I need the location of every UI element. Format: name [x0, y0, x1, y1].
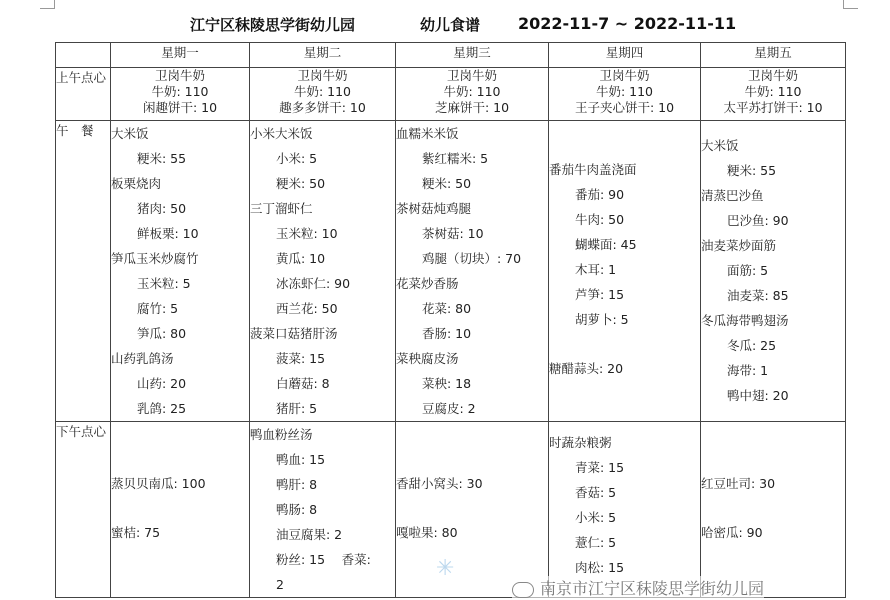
snack-item: 香甜小窝头: 30: [396, 476, 483, 491]
lunch-fri: [701, 121, 846, 422]
afternoon-mon: [111, 422, 250, 598]
snack-line: 牛奶: 110: [443, 84, 501, 99]
ingredient: 玉米粒: 10: [276, 226, 338, 241]
dish-name: 菠菜口菇猪肝汤: [250, 326, 338, 341]
lunch-wed: [396, 121, 549, 422]
dish-name: 清蒸巴沙鱼: [701, 188, 764, 203]
dish-name: 油麦菜炒面筋: [701, 238, 777, 253]
date-range: 2022-11-7 ~ 2022-11-11: [518, 14, 737, 33]
ingredient: 小米: 5: [276, 151, 318, 166]
snack-name: 卫岗牛奶: [154, 68, 205, 83]
snack-line: 闲趣饼干: 10: [142, 100, 218, 115]
morning-snack-tue: [250, 68, 396, 121]
ingredient: 粳米: 50: [422, 176, 472, 191]
menu-table: [55, 42, 846, 598]
dish-name: 茶树菇炖鸡腿: [396, 201, 472, 216]
snack-name: 卫岗牛奶: [297, 68, 348, 83]
dish-name: 菜秧腐皮汤: [396, 351, 459, 366]
ingredient: 冰冻虾仁: 90: [276, 276, 351, 291]
ingredient: 鲜板栗: 10: [137, 226, 199, 241]
afternoon-wed: [396, 422, 549, 598]
lunch-thu: [549, 121, 701, 422]
crop-mark-left: [40, 0, 55, 9]
ingredient: 黄瓜: 10: [276, 251, 326, 266]
afternoon-thu: [549, 422, 701, 598]
ingredient: 茶树菇: 10: [422, 226, 484, 241]
morning-snack-mon: [111, 68, 250, 121]
snack-item: 哈密瓜: 90: [701, 525, 763, 540]
ingredient: 粉丝: 15 香菜:: [276, 552, 371, 567]
dish-name: 鸭血粉丝汤: [250, 427, 313, 442]
lunch-fri-list: [701, 121, 845, 408]
ingredient: 鸭肠: 8: [276, 502, 318, 517]
ingredient: 白蘑菇: 8: [276, 376, 330, 391]
day-tue: 星期二: [250, 43, 396, 68]
ingredient: 芦笋: 15: [575, 287, 625, 302]
snack-line: 牛奶: 110: [595, 84, 654, 99]
snack-name: 卫岗牛奶: [747, 68, 798, 83]
lunch-mon: [111, 121, 250, 422]
dish-name: 三丁溜虾仁: [250, 201, 313, 216]
morning-snack-row: [56, 68, 846, 121]
row-label-morning: 上午点心: [56, 68, 111, 121]
dish-name: 小米大米饭: [250, 126, 313, 141]
ingredient: 油麦菜: 85: [727, 288, 789, 303]
school-name: 江宁区秣陵思学街幼儿园: [190, 16, 356, 34]
ingredient: 粳米: 50: [276, 176, 326, 191]
ingredient: 粳米: 55: [727, 163, 777, 178]
snack-line: 趣多多饼干: 10: [279, 100, 366, 115]
ingredient: 粳米: 55: [137, 151, 187, 166]
side-dish: 糖醋蒜头: 20: [549, 361, 624, 376]
dish-name: 花菜炒香肠: [396, 276, 459, 291]
ingredient: 乳鸽: 25: [137, 401, 187, 416]
menu-label: 幼儿食谱: [420, 16, 481, 34]
ingredient: 腐竹: 5: [137, 301, 179, 316]
ingredient: 冬瓜: 25: [727, 338, 777, 353]
snack-item: 蜜桔: 75: [111, 525, 161, 540]
snack-item: 嘎啦果: 80: [396, 525, 458, 540]
watermark: [512, 576, 764, 599]
ingredient: 胡萝卜: 5: [575, 312, 629, 327]
lunch-thu-list: [549, 121, 700, 332]
day-fri: 星期五: [701, 43, 846, 68]
ingredient: 猪肉: 50: [137, 201, 187, 216]
ingredient: 玉米粒: 5: [137, 276, 191, 291]
afternoon-fri: [701, 422, 846, 598]
ingredient: 菠菜: 15: [276, 351, 326, 366]
dish-name: 板栗烧肉: [111, 176, 162, 191]
ingredient: 猪肝: 5: [276, 401, 318, 416]
snack-line: 牛奶: 110: [293, 84, 352, 99]
morning-snack-fri: [701, 68, 846, 121]
page-header: [0, 14, 890, 40]
ingredient: 小米: 5: [575, 510, 617, 525]
dish-name: 时蔬杂粮粥: [549, 435, 612, 450]
ingredient: 牛肉: 50: [575, 212, 625, 227]
ingredient-wrap: 2: [276, 577, 284, 592]
dish-name: 山药乳鸽汤: [111, 351, 174, 366]
row-label-lunch: 午 餐: [56, 121, 111, 422]
ingredient: 青菜: 15: [575, 460, 625, 475]
day-mon: 星期一: [111, 43, 250, 68]
day-thu: 星期四: [549, 43, 701, 68]
morning-snack-wed: [396, 68, 549, 121]
ingredient: 油豆腐果: 2: [276, 527, 343, 542]
day-header-row: [56, 43, 846, 68]
morning-snack-thu: [549, 68, 701, 121]
crop-mark-right: [843, 0, 858, 9]
ingredient: 笋瓜: 80: [137, 326, 187, 341]
snack-line: 牛奶: 110: [744, 84, 802, 99]
dish-name: 血糯米米饭: [396, 126, 459, 141]
ingredient: 西兰花: 50: [276, 301, 338, 316]
snack-item: 红豆吐司: 30: [701, 476, 776, 491]
ingredient: 鸭肝: 8: [276, 477, 318, 492]
ingredient: 花菜: 80: [422, 301, 472, 316]
snack-line: 太平苏打饼干: 10: [723, 100, 823, 115]
ingredient: 蝴蝶面: 45: [575, 237, 637, 252]
ingredient: 鸭血: 15: [276, 452, 326, 467]
ingredient: 鸭中翅: 20: [727, 388, 789, 403]
ingredient: 木耳: 1: [575, 262, 617, 277]
snack-line: 王子夹心饼干: 10: [574, 100, 675, 115]
ingredient: 香肠: 10: [422, 326, 472, 341]
ingredient: 薏仁: 5: [575, 535, 617, 550]
ingredient: 面筋: 5: [727, 263, 769, 278]
dish-name: 番茄牛肉盖浇面: [549, 162, 637, 177]
row-label-afternoon: 下午点心: [56, 422, 111, 598]
corner-cell: [56, 43, 111, 68]
lunch-row: [56, 121, 846, 422]
wechat-icon: [512, 582, 534, 598]
ingredient: 巴沙鱼: 90: [727, 213, 789, 228]
ingredient: 菜秧: 18: [422, 376, 472, 391]
lunch-tue: [250, 121, 396, 422]
watermark-text: 南京市江宁区秣陵思学街幼儿园: [540, 579, 765, 598]
snack-line: 牛奶: 110: [151, 84, 209, 99]
ingredient: 香菇: 5: [575, 485, 617, 500]
dish-name: 冬瓜海带鸭翅汤: [701, 313, 789, 328]
day-wed: 星期三: [396, 43, 549, 68]
snack-name: 卫岗牛奶: [599, 68, 650, 83]
snack-line: 芝麻饼干: 10: [434, 100, 510, 115]
ingredient: 海带: 1: [727, 363, 769, 378]
ingredient: 肉松: 15: [575, 560, 625, 575]
dish-name: 笋瓜玉米炒腐竹: [111, 251, 199, 266]
dish-name: 大米饭: [701, 138, 739, 153]
afternoon-tue: [250, 422, 396, 598]
ingredient: 山药: 20: [137, 376, 187, 391]
snack-name: 卫岗牛奶: [446, 68, 497, 83]
ingredient: 豆腐皮: 2: [422, 401, 476, 416]
snack-item: 蒸贝贝南瓜: 100: [111, 476, 206, 491]
ingredient: 紫红糯米: 5: [422, 151, 489, 166]
dish-name: 大米饭: [111, 126, 149, 141]
ingredient: 番茄: 90: [575, 187, 625, 202]
snowflake-icon: ✳: [436, 556, 455, 581]
ingredient: 鸡腿（切块）: 70: [422, 251, 522, 266]
